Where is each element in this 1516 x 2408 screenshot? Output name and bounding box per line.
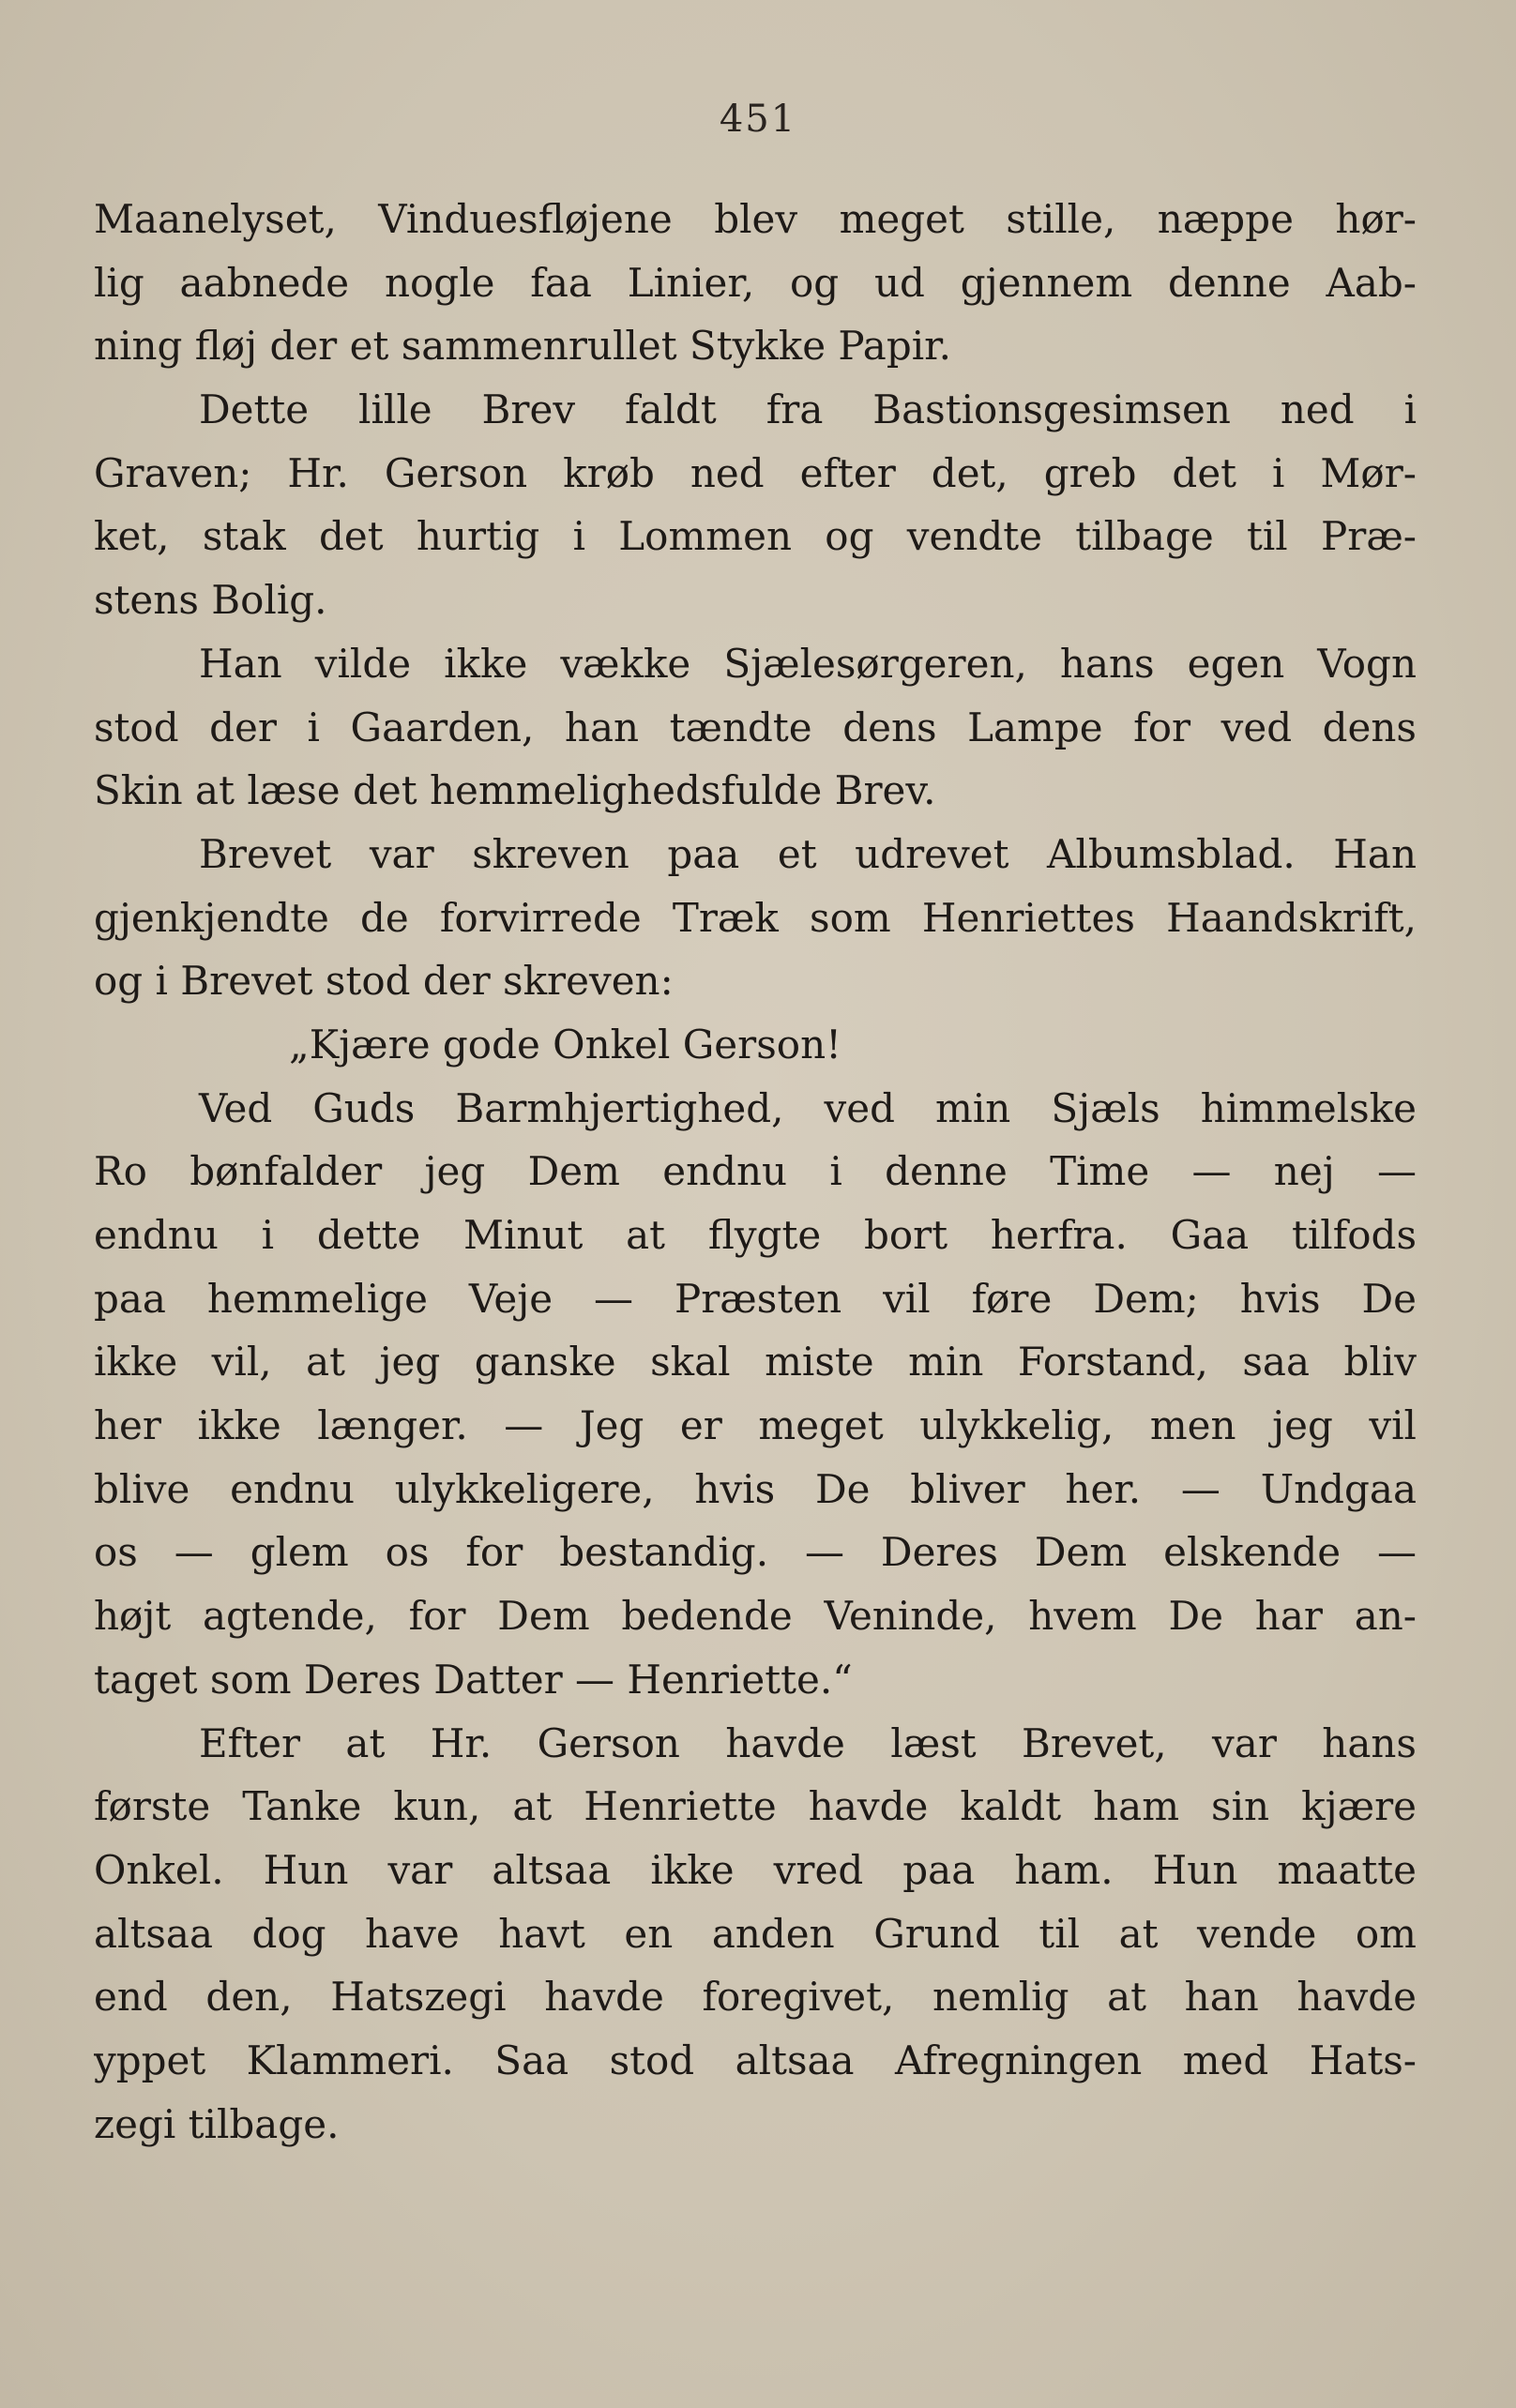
body-text xyxy=(94,188,1417,2156)
text-line: ning fløj der et sammenrullet Stykke Papir. xyxy=(94,323,951,370)
text-line: første Tanke kun, at Henriette havde kaldt ham sin kjære xyxy=(94,1783,1417,1830)
text-line: gjenkjendte de forvirrede Træk som Henriettes Haandskrift, xyxy=(94,894,1417,941)
letter-salutation: „Kjære gode Onkel Gerson! xyxy=(289,1021,842,1068)
text-line: Dette lille Brev faldt fra Bastionsgesimsen ned i xyxy=(199,386,1417,433)
page-number: 451 xyxy=(719,98,797,141)
text-line: zegi tilbage. xyxy=(94,2100,340,2147)
text-line: taget som Deres Datter — Henriette.“ xyxy=(94,1656,853,1703)
text-line: ikke vil, at jeg ganske skal miste min Forstand, saa bliv xyxy=(94,1339,1417,1386)
text-line: og i Brevet stod der skreven: xyxy=(94,958,674,1005)
text-line: paa hemmelige Veje — Præsten vil føre Dem; hvis De xyxy=(94,1275,1417,1322)
text-line: yppet Klammeri. Saa stod altsaa Afregningen med Hats- xyxy=(94,2037,1417,2083)
text-line: Ro bønfalder jeg Dem endnu i denne Time — nej — xyxy=(94,1148,1417,1195)
text-line: os — glem os for bestandig. — Deres Dem elskende — xyxy=(94,1529,1417,1576)
text-line: højt agtende, for Dem bedende Veninde, hvem De har an- xyxy=(94,1593,1417,1640)
text-line: altsaa dog have havt en anden Grund til at vende om xyxy=(94,1910,1417,1957)
text-line: Brevet var skreven paa et udrevet Albumsblad. Han xyxy=(199,830,1417,877)
text-line: ket, stak det hurtig i Lommen og vendte tilbage til Præ- xyxy=(94,513,1417,560)
text-line: Maanelyset, Vinduesfløjene blev meget stille, næppe hør- xyxy=(94,196,1417,242)
text-line: endnu i dette Minut at flygte bort herfra. Gaa tilfods xyxy=(94,1212,1417,1258)
text-line: her ikke længer. — Jeg er meget ulykkelig, men jeg vil xyxy=(94,1402,1417,1449)
text-line: blive endnu ulykkeligere, hvis De bliver her. — Undgaa xyxy=(94,1465,1417,1512)
text-line: stod der i Gaarden, han tændte dens Lampe for ved dens xyxy=(94,704,1417,750)
text-line: Onkel. Hun var altsaa ikke vred paa ham. Hun maatte xyxy=(94,1846,1417,1893)
text-line: stens Bolig. xyxy=(94,577,327,624)
text-line: Graven; Hr. Gerson krøb ned efter det, greb det i Mør- xyxy=(94,449,1417,496)
text-line: Skin at læse det hemmelighedsfulde Brev. xyxy=(94,767,936,814)
text-line: Han vilde ikke vække Sjælesørgeren, hans egen Vogn xyxy=(199,640,1417,687)
text-line: end den, Hatszegi havde foregivet, nemlig at han havde xyxy=(94,1974,1417,2021)
text-line: Ved Guds Barmhjertighed, ved min Sjæls himmelske xyxy=(199,1084,1417,1131)
text-line: Efter at Hr. Gerson havde læst Brevet, var hans xyxy=(199,1719,1417,1766)
text-line: lig aabnede nogle faa Linier, og ud gjennem denne Aab- xyxy=(94,259,1417,306)
